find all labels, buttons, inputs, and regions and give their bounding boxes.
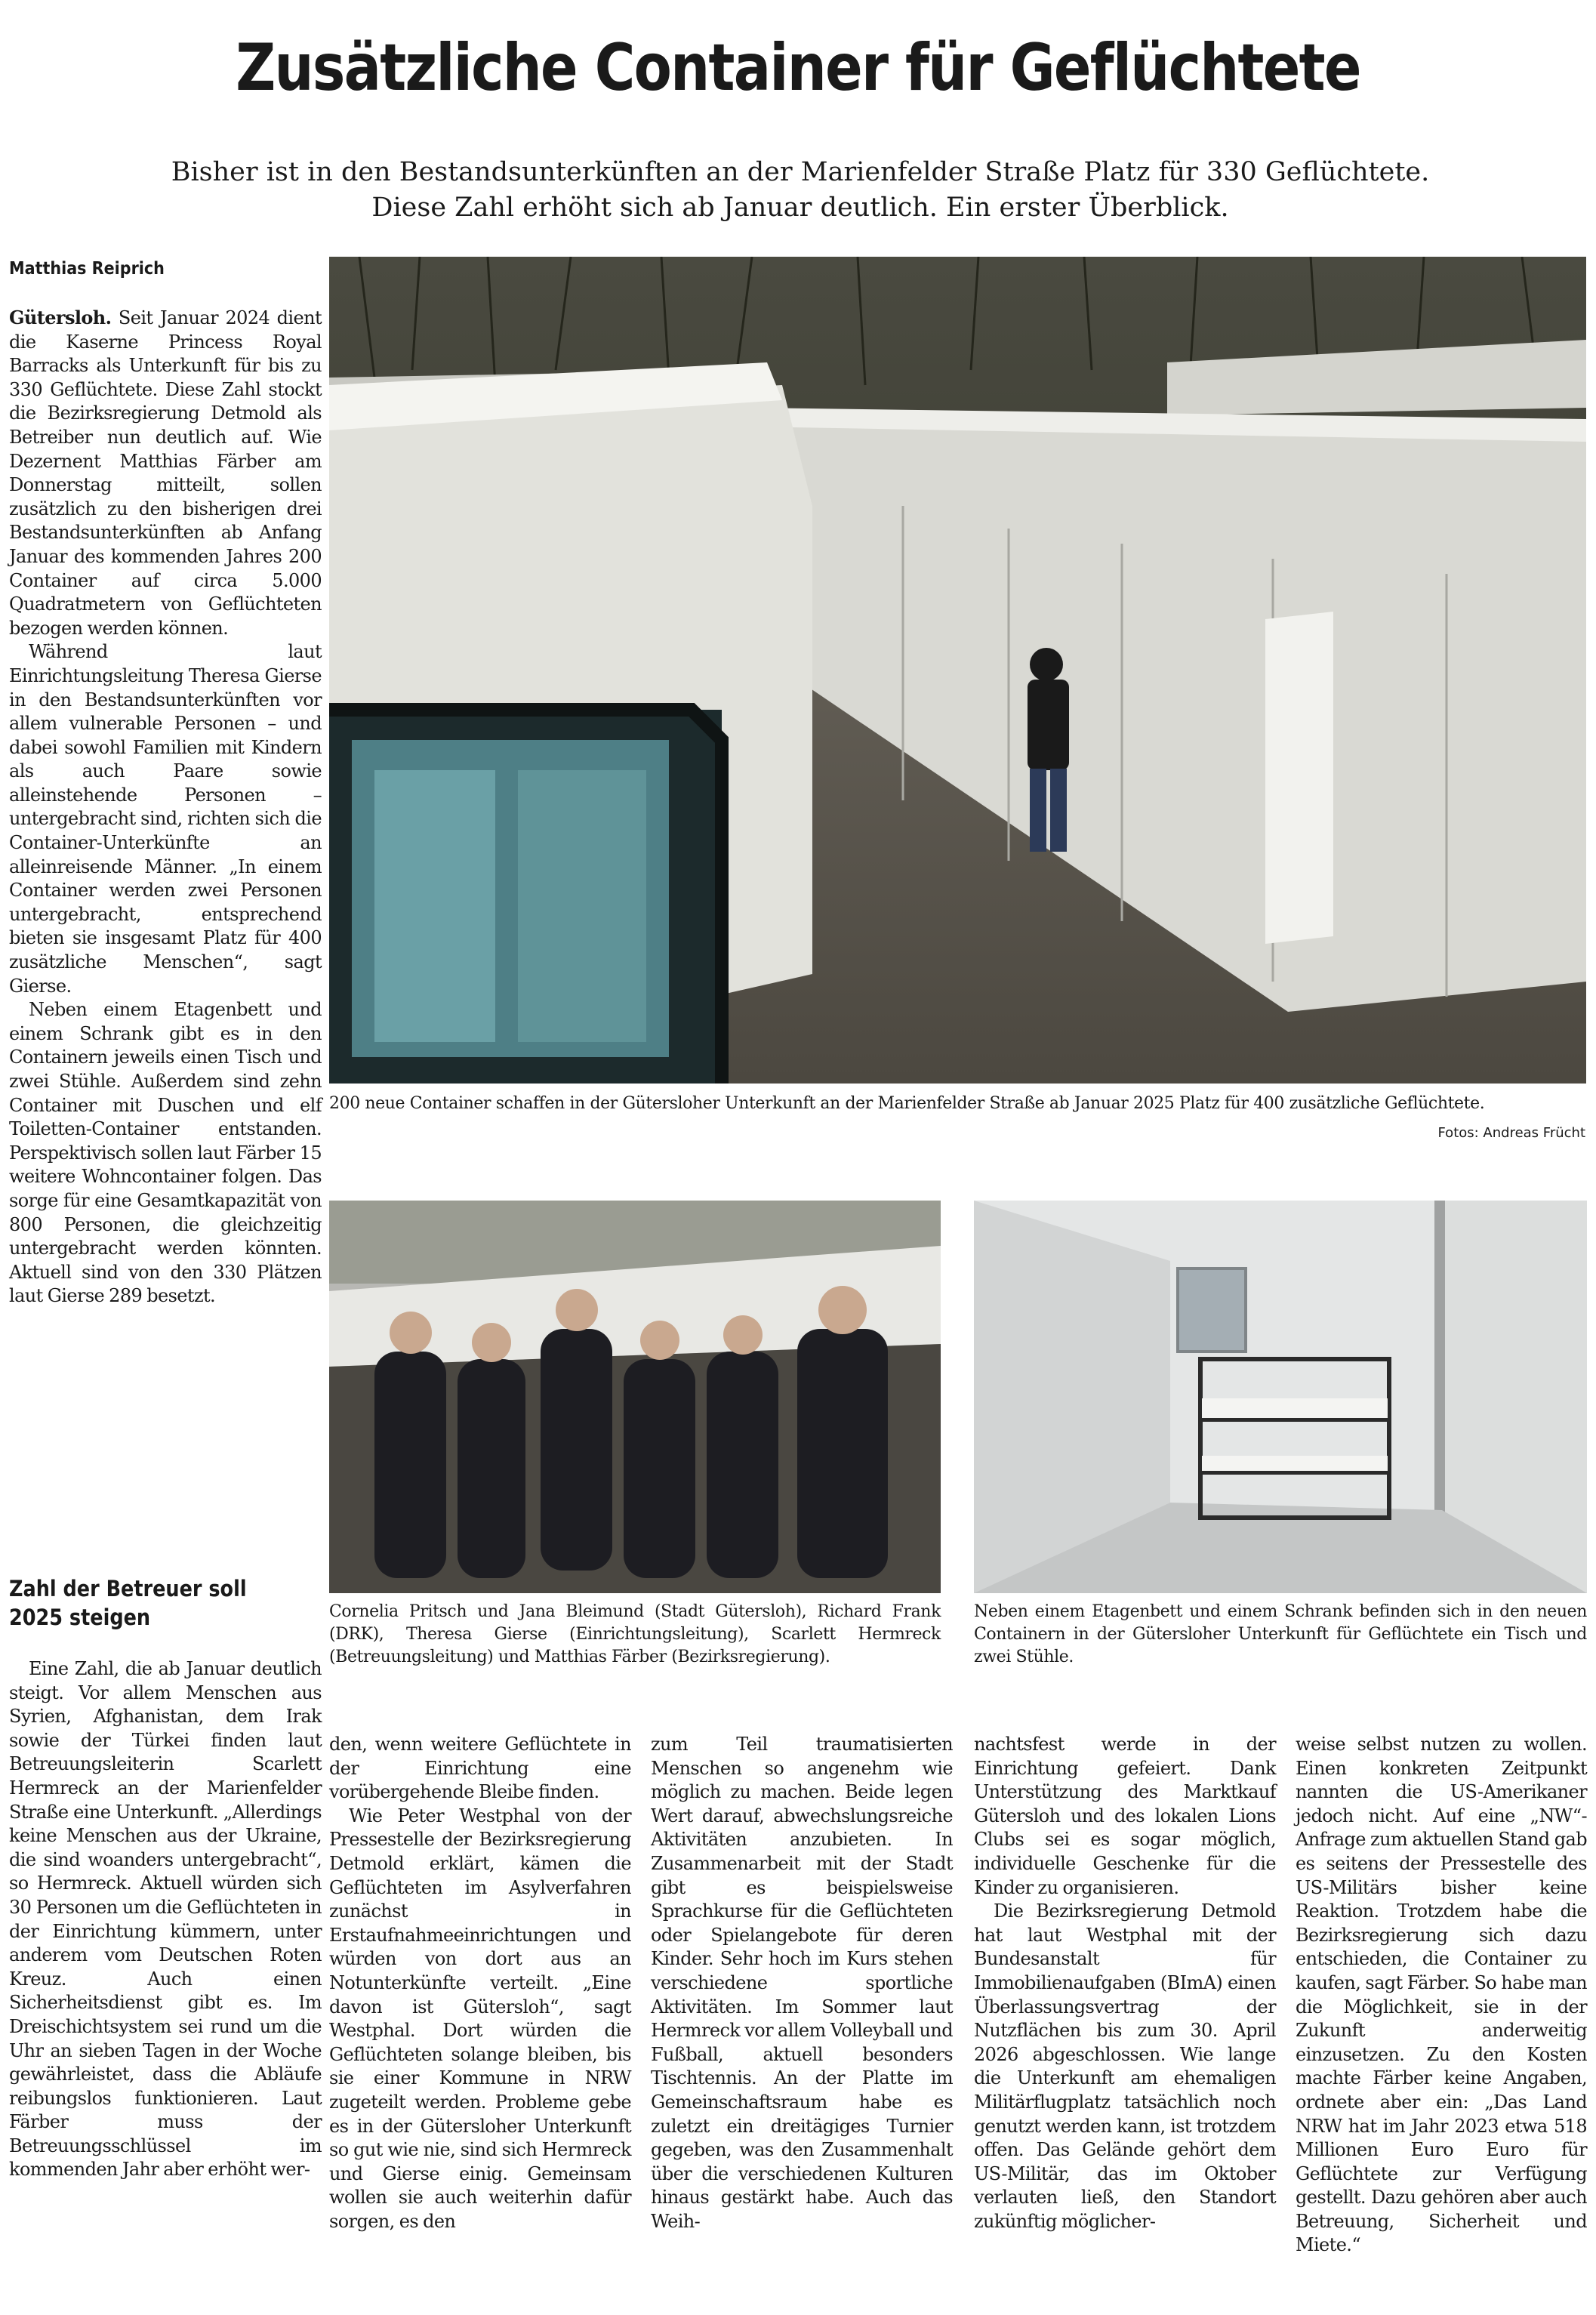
headline: Zusätzliche Container für Geflüchtete — [236, 30, 1360, 106]
subheadline — [121, 155, 1480, 226]
paragraph-text: Seit Januar 2024 dient die Kaserne Princess Royal Barracks als Unterkunft für bis zu 330 Geflüchtete. Diese Zahl stockt die Bezirksregierung Detmold als Betreiber nun deutlich auf. Wie Dezernent Matthias Färber am Donnerstag mitteilt, sollen zusätzlich zu den bisherigen drei Bestandsunterkünften ab Anfang Januar des kommenden Jahres 200 Container auf circa 5.000 Quadratmetern von Geflüchteten bezogen werden können. — [9, 307, 322, 639]
paragraph: Wie Peter Westphal von der Pressestelle der Bezirksregierung Detmold erklärt, kämen die Geflüchteten im Asylverfahren zunächst in Erstaufnahmeeinrichtungen und würden von dort aus an Notunterkünfte verteilt. „Eine davon ist Gütersloh“, sagt Westphal. Dort würden die Geflüchteten solange bleiben, bis sie einer Kommune in NRW zugeteilt werden. Probleme gebe es in der Gütersloher Unterkunft so gut wie nie, sind sich Hermreck und Gierse einig. Gemeinsam wollen sie auch weiterhin dafür sorgen, es den — [329, 1805, 631, 2232]
article-column-2 — [329, 1733, 631, 2233]
paragraph: Die Bezirksregierung Detmold hat laut Westphal mit der Bundesanstalt für Immobilienaufgaben (BImA) einen Überlassungsvertrag der Nutzflächen bis zum 30. April 2026 abgeschlossen. Wie lange die Unterkunft am ehemaligen Militärflugplatz tatsächlich noch genutzt werden kann, ist trotzdem offen. Das Gelände gehört dem US-Militär, das im Oktober verlauten ließ, den Standort zukünftig möglicher- — [974, 1900, 1276, 2232]
paragraph: zum Teil traumatisierten Menschen so angenehm wie möglich zu machen. Beide legen Wert darauf, abwechslungsreiche Aktivitäten anzubieten. In Zusammenarbeit mit der Stadt gibt es beispielsweise Sprachkurse für die Geflüchteten oder Spielangebote für deren Kinder. Sehr hoch im Kurs stehen verschiedene sportliche Aktivitäten. Im Sommer laut Hermreck vor allem Volleyball und Fußball, aktuell besonders Tischtennis. An der Platte im Gemeinschaftsraum habe es zuletzt ein dreitägiges Turnier gegeben, was den Zusammenhalt über die verschiedenen Kulturen hinaus gestärkt habe. Auch das Weih- — [651, 1734, 953, 2232]
section-heading: Zahl der Betreuer soll 2025 steigen — [9, 1576, 247, 1630]
group-photo-caption: Cornelia Pritsch und Jana Bleimund (Stadt Gütersloh), Richard Frank (DRK), Theresa Gierse (Einrichtungsleitung), Scarlett Hermreck (Betreuungsleitung) und Matthias Färber (Bezirksregierung). — [329, 1602, 941, 1666]
article-column-1b — [9, 1657, 322, 2182]
main-photo-caption: 200 neue Container schaffen in der Gütersloher Unterkunft an der Marienfelder Straße ab Januar 2025 Platz für 400 zusätzliche Geflüchtete. — [329, 1094, 1485, 1113]
article-column-3 — [651, 1733, 953, 2233]
paragraph: Neben einem Etagenbett und einem Schrank gibt es in den Containern jeweils einen Tisch und zwei Stühle. Außerdem sind zehn Container mit Duschen und elf Toiletten-Container entstanden. Perspektivisch sollen laut Färber 15 weitere Wohncontainer folgen. Das sorge für eine Gesamtkapazität von 800 Personen, die gleichzeitig untergebracht werden könnten. Aktuell sind von den 330 Plätzen laut Gierse 289 besetzt. — [9, 999, 322, 1307]
article-column-1 — [9, 306, 322, 1309]
paragraph: weise selbst nutzen zu wollen. Einen konkreten Zeitpunkt nannten die US-Amerikaner jedoch nicht. Auf eine „NW“-Anfrage zum aktuellen Stand gab es seitens der Pressestelle des US-Militärs bisher keine Reaktion. Trotzdem habe die Bezirksregierung sich dazu entschieden, die Container zu kaufen, sagt Färber. So habe man die Möglichkeit, sie in der Zukunft anderweitig einzusetzen. Zu den Kosten machte Färber keine Angaben, ordnete aber ein: „Das Land NRW hat im Jahr 2023 etwa 518 Millionen Euro Euro für Geflüchtete zur Verfügung gestellt. Dazu gehören aber auch Betreuung, Sicherheit und Miete.“ — [1296, 1734, 1587, 2256]
room-photo-caption: Neben einem Etagenbett und einem Schrank befinden sich in den neuen Containern in der Gütersloher Unterkunft für Geflüchtete ein Tisch und zwei Stühle. — [974, 1602, 1587, 1666]
paragraph — [9, 306, 322, 640]
byline: Matthias Reiprich — [9, 259, 165, 279]
room-photo — [974, 1201, 1587, 1593]
paragraph: Eine Zahl, die ab Januar deutlich steigt. Vor allem Menschen aus Syrien, Afghanistan, dem Irak sowie der Türkei finden laut Betreuungsleiterin Scarlett Hermreck an der Marienfelder Straße eine Unterkunft. „Allerdings keine Menschen aus der Ukraine, die sind woanders untergebracht“, so Hermreck. Aktuell würden sich 30 Personen um die Geflüchteten in der Einrichtung kümmern, unter anderem vom Deutschen Roten Kreuz. Auch einen Sicherheitsdienst gibt es. Im Dreischichtsystem sei rund um die Uhr an sieben Tagen in der Woche gewährleistet, dass die Abläufe reibungslos funktionieren. Laut Färber muss der Betreuungsschlüssel im kommenden Jahr aber erhöht wer- — [9, 1658, 322, 2181]
subheadline-line-1: Bisher ist in den Bestandsunterkünften an der Marienfelder Straße Platz für 330 Geflüchtete. — [171, 157, 1430, 187]
container-camp-photo — [329, 257, 1586, 1084]
subheadline-line-2: Diese Zahl erhöht sich ab Januar deutlich. Ein erster Überblick. — [371, 193, 1229, 223]
article-column-4 — [974, 1733, 1276, 2233]
group-photo — [329, 1201, 941, 1593]
article-column-5 — [1296, 1733, 1587, 2258]
paragraph: nachtsfest werde in der Einrichtung gefeiert. Dank Unterstützung des Marktkauf Gütersloh und des lokalen Lions Clubs sei es sogar möglich, individuelle Geschenke für die Kinder zu organisieren. — [974, 1734, 1276, 1898]
paragraph: den, wenn weitere Geflüchtete in der Einrichtung eine vorübergehende Bleibe finden. — [329, 1734, 631, 1803]
dateline: Gütersloh. — [9, 307, 112, 328]
paragraph: Während laut Einrichtungsleitung Theresa Gierse in den Bestandsunterkünften vor allem vulnerable Personen – und dabei sowohl Familien mit Kindern als auch Paare sowie alleinstehende Personen – untergebracht sind, richten sich die Container-Unterkünfte an alleinreisende Männer. „In einem Container werden zwei Personen untergebracht, entsprechend bieten sie insgesamt Platz für 400 zusätzliche Menschen“, sagt Gierse. — [9, 641, 322, 997]
photo-credit: Fotos: Andreas Frücht — [1437, 1125, 1585, 1141]
